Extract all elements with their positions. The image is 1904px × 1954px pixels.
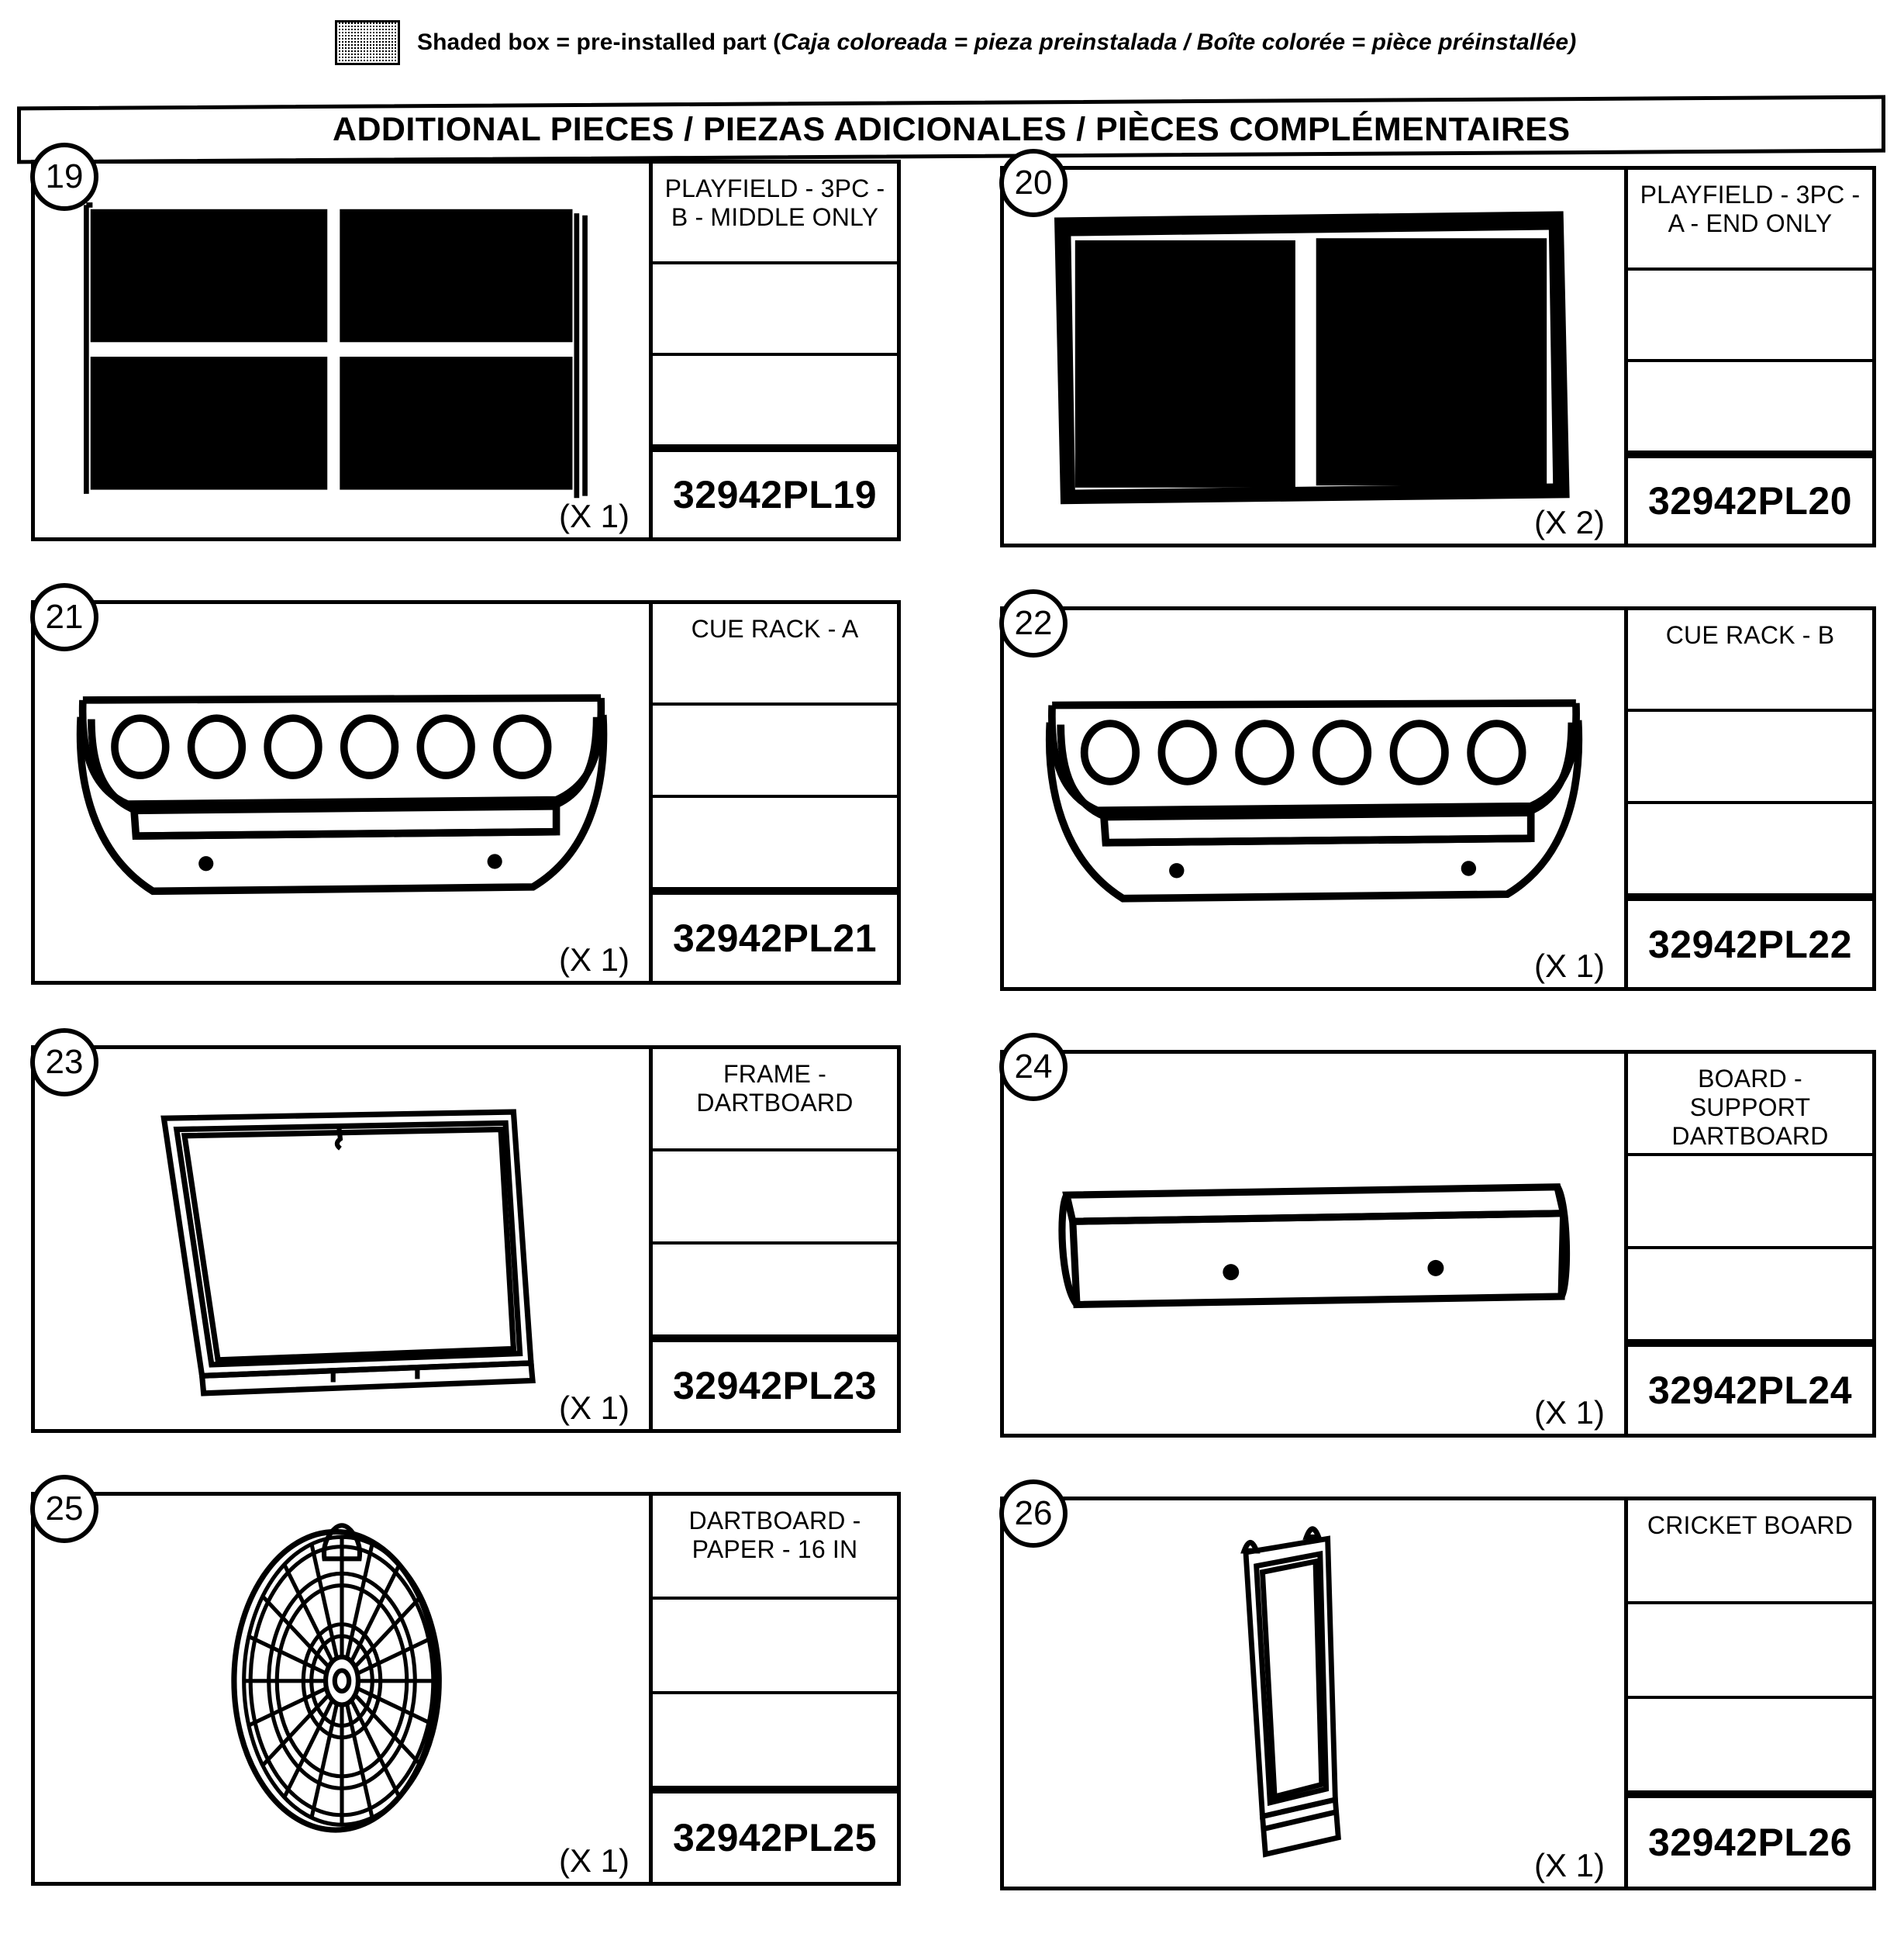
part-number-bubble-26	[999, 1479, 1068, 1548]
part-name-row	[1628, 1054, 1872, 1156]
part-illustration-area	[35, 1496, 649, 1882]
part-quantity	[559, 498, 629, 535]
part-number-bubble-25	[30, 1475, 98, 1543]
section-title: ADDITIONAL PIECES / PIEZAS ADICIONALES / PIÈCES COMPLÉMENTAIRES	[332, 110, 1571, 148]
part-index-label: 25	[45, 1490, 84, 1528]
dartboard-illustration	[81, 1514, 602, 1863]
cue-rack-illustration	[1035, 657, 1593, 941]
part-number-bubble-20	[999, 149, 1068, 217]
shaded-box-swatch	[335, 20, 400, 65]
part-label-column	[649, 1049, 897, 1429]
part-blank-row-2	[1628, 804, 1872, 896]
part-illustration-area	[1004, 610, 1624, 987]
part-number-text: 32942PL26	[1647, 1821, 1853, 1865]
part-illustration-area	[35, 164, 649, 537]
part-cell-20[interactable]	[1000, 166, 1876, 547]
legend-text-en: Shaded box = pre-installed part (	[417, 29, 781, 55]
part-name-text	[665, 174, 885, 232]
part-name-text	[688, 1507, 861, 1564]
part-quantity-label: (X 1)	[1533, 1847, 1605, 1883]
part-number-text: 32942PL20	[1647, 479, 1853, 523]
part-name-text	[1640, 181, 1861, 238]
part-quantity-label: (X 1)	[1533, 1394, 1605, 1431]
cue-rack-illustration	[66, 651, 618, 934]
part-cell-24[interactable]	[1000, 1050, 1876, 1438]
part-name-row	[1628, 1500, 1872, 1604]
part-label-column	[649, 1496, 897, 1882]
part-number-row	[1628, 1793, 1872, 1887]
part-illustration-area	[1004, 170, 1624, 544]
part-cell-22[interactable]	[1000, 606, 1876, 991]
cricket-board-illustration	[1050, 1519, 1578, 1868]
part-number-row	[653, 1338, 897, 1429]
legend-text-fr: Boîte colorée = pièce préinstallée)	[1196, 29, 1577, 55]
part-number-bubble-21	[30, 583, 98, 651]
part-blank-row-2	[653, 356, 897, 447]
part-name-line: CRICKET BOARD	[1647, 1511, 1854, 1539]
part-blank-row-1	[1628, 712, 1872, 804]
part-index-label: 23	[45, 1043, 84, 1081]
part-blank-row-1	[653, 1151, 897, 1245]
part-number-row	[1628, 1342, 1872, 1434]
part-quantity	[1534, 948, 1605, 985]
part-name-line: PLAYFIELD - 3PC -	[664, 174, 885, 202]
part-number-text: 32942PL21	[672, 916, 878, 960]
part-illustration-area	[35, 1049, 649, 1429]
part-quantity-label: (X 1)	[558, 941, 629, 978]
part-name-line: SUPPORT	[1689, 1093, 1811, 1122]
part-quantity-label: (X 1)	[558, 1842, 629, 1879]
part-name-row	[1628, 610, 1872, 712]
part-illustration-area	[1004, 1054, 1624, 1434]
playfield-middle-illustration	[66, 195, 618, 506]
part-number-row	[653, 447, 897, 537]
part-name-text	[1666, 621, 1835, 650]
part-blank-row-2	[653, 798, 897, 890]
part-blank-row-1	[1628, 271, 1872, 362]
part-cell-19[interactable]	[31, 157, 901, 541]
part-name-row	[653, 164, 897, 264]
part-label-column	[1624, 1054, 1872, 1434]
legend-text	[417, 29, 1576, 56]
part-name-line: CUE RACK - B	[1665, 621, 1835, 649]
playfield-end-illustration	[1035, 201, 1593, 513]
part-name-text	[1671, 1065, 1828, 1151]
part-quantity-label: (X 1)	[1533, 948, 1605, 984]
part-name-line: A - END ONLY	[1668, 209, 1833, 238]
legend-bar	[0, 0, 1904, 85]
part-cell-23[interactable]	[31, 1045, 901, 1433]
part-name-row	[653, 604, 897, 706]
part-name-line: DARTBOARD	[1671, 1122, 1829, 1151]
part-quantity	[559, 1842, 629, 1880]
part-name-line: DARTBOARD -	[688, 1507, 861, 1535]
part-blank-row-1	[1628, 1604, 1872, 1699]
part-blank-row-1	[1628, 1156, 1872, 1249]
part-number-row	[1628, 454, 1872, 544]
part-name-row	[1628, 170, 1872, 271]
part-blank-row-1	[653, 1600, 897, 1694]
part-number-row	[1628, 896, 1872, 987]
parts-grid	[0, 157, 1904, 1954]
part-label-column	[1624, 610, 1872, 987]
part-blank-row-1	[653, 264, 897, 356]
part-name-text	[1647, 1511, 1853, 1540]
part-number-bubble-24	[999, 1033, 1068, 1101]
part-number-row	[653, 890, 897, 981]
legend-text-es: Caja coloreada = pieza preinstalada /	[781, 29, 1197, 55]
part-number-bubble-23	[30, 1028, 98, 1096]
part-name-line: BOARD -	[1698, 1065, 1802, 1093]
part-illustration-area	[1004, 1500, 1624, 1887]
part-index-label: 20	[1014, 164, 1053, 202]
part-index-label: 19	[45, 157, 84, 195]
part-blank-row-2	[1628, 362, 1872, 454]
part-number-bubble-22	[999, 589, 1068, 658]
part-blank-row-1	[653, 706, 897, 798]
part-number-text: 32942PL25	[672, 1816, 878, 1860]
part-illustration-area	[35, 604, 649, 981]
part-blank-row-2	[653, 1245, 897, 1338]
part-index-label: 26	[1014, 1494, 1053, 1532]
part-quantity-label: (X 1)	[558, 498, 629, 534]
part-cell-21[interactable]	[31, 600, 901, 985]
part-name-line: DARTBOARD	[696, 1089, 854, 1117]
part-number-row	[653, 1789, 897, 1882]
part-index-label: 22	[1014, 604, 1053, 642]
part-name-line: PAPER - 16 IN	[692, 1535, 858, 1564]
part-number-text: 32942PL22	[1647, 922, 1853, 966]
part-cell-25[interactable]	[31, 1492, 901, 1886]
part-name-text	[696, 1060, 853, 1117]
part-quantity	[559, 1390, 629, 1427]
part-number-bubble-19	[30, 143, 98, 211]
part-cell-26[interactable]	[1000, 1494, 1876, 1890]
part-name-text	[692, 615, 859, 644]
part-quantity-label: (X 2)	[1533, 504, 1605, 540]
part-blank-row-2	[1628, 1249, 1872, 1342]
part-index-label: 21	[45, 598, 84, 636]
part-quantity	[1534, 504, 1605, 541]
part-number-text: 32942PL23	[672, 1364, 878, 1408]
part-quantity-label: (X 1)	[558, 1390, 629, 1426]
part-label-column	[649, 604, 897, 981]
part-name-row	[653, 1049, 897, 1151]
part-name-line: PLAYFIELD - 3PC -	[1640, 181, 1861, 209]
part-name-line: B - MIDDLE ONLY	[671, 203, 879, 232]
part-name-line: CUE RACK - A	[691, 615, 859, 643]
part-blank-row-2	[1628, 1699, 1872, 1793]
section-banner	[17, 95, 1885, 164]
part-number-text: 32942PL19	[672, 473, 878, 517]
part-quantity	[1534, 1394, 1605, 1431]
part-blank-row-2	[653, 1694, 897, 1789]
part-label-column	[1624, 170, 1872, 544]
part-name-line: FRAME -	[723, 1060, 826, 1088]
part-label-column	[649, 164, 897, 537]
part-quantity	[1534, 1847, 1605, 1884]
part-label-column	[1624, 1500, 1872, 1887]
dartboard-frame-illustration	[81, 1080, 602, 1398]
part-index-label: 24	[1014, 1048, 1053, 1086]
support-board-illustration	[1050, 1085, 1578, 1403]
part-quantity	[559, 941, 629, 979]
part-number-text: 32942PL24	[1647, 1369, 1853, 1413]
part-name-row	[653, 1496, 897, 1600]
